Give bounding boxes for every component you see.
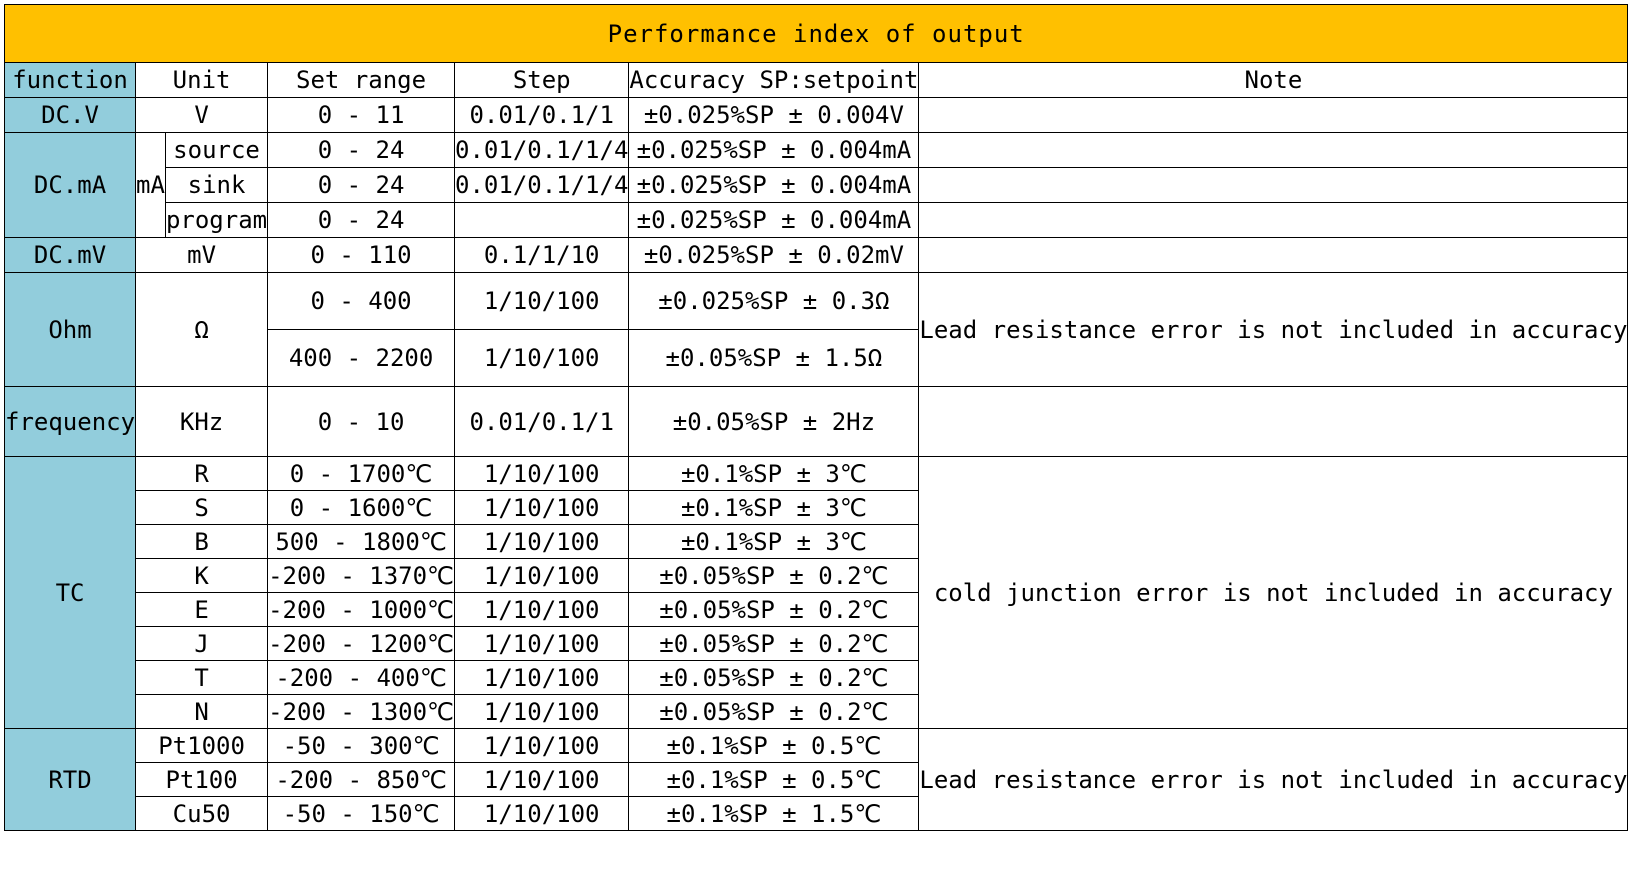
header-unit: Unit [136, 63, 268, 98]
unit-cell: N [136, 695, 268, 729]
unit-cell: Ω [136, 273, 268, 387]
header-accuracy: Accuracy SP:setpoint [629, 63, 919, 98]
accuracy-cell: ±0.1%SP ± 1.5℃ [629, 797, 919, 831]
accuracy-cell: ±0.05%SP ± 0.2℃ [629, 627, 919, 661]
unit-cell: S [136, 491, 268, 525]
unit-cell: E [136, 593, 268, 627]
accuracy-cell: ±0.1%SP ± 0.5℃ [629, 729, 919, 763]
unit-cell: J [136, 627, 268, 661]
step-cell: 1/10/100 [455, 491, 629, 525]
accuracy-cell: ±0.05%SP ± 2Hz [629, 387, 919, 457]
step-cell: 1/10/100 [455, 330, 629, 387]
unit-cell: V [136, 98, 268, 133]
accuracy-cell: ±0.025%SP ± 0.004V [629, 98, 919, 133]
note-cell [919, 238, 1628, 273]
unit-cell: Pt100 [136, 763, 268, 797]
table-row [5, 387, 1628, 457]
accuracy-cell: ±0.025%SP ± 0.3Ω [629, 273, 919, 330]
accuracy-cell: ±0.025%SP ± 0.004mA [629, 133, 919, 168]
note-cell [919, 168, 1628, 203]
step-cell: 1/10/100 [455, 457, 629, 491]
unit-cell: T [136, 661, 268, 695]
function-rtd: RTD [5, 729, 136, 831]
range-cell: 0 - 110 [268, 238, 455, 273]
range-cell: 0 - 24 [268, 203, 455, 238]
unit-cell: KHz [136, 387, 268, 457]
step-cell: 1/10/100 [455, 627, 629, 661]
note-cell [919, 133, 1628, 168]
step-cell: 1/10/100 [455, 593, 629, 627]
table-row [5, 238, 1628, 273]
note-cell [919, 387, 1628, 457]
step-cell [455, 203, 629, 238]
table-row [5, 457, 1628, 491]
step-cell: 1/10/100 [455, 559, 629, 593]
accuracy-cell: ±0.05%SP ± 0.2℃ [629, 559, 919, 593]
range-cell: -200 - 1300℃ [268, 695, 455, 729]
unit-cell: Cu50 [136, 797, 268, 831]
accuracy-cell: ±0.05%SP ± 1.5Ω [629, 330, 919, 387]
range-cell: 0 - 24 [268, 133, 455, 168]
accuracy-cell: ±0.05%SP ± 0.2℃ [629, 593, 919, 627]
step-cell: 1/10/100 [455, 729, 629, 763]
header-step: Step [455, 63, 629, 98]
unit-cell: K [136, 559, 268, 593]
note-cell [919, 98, 1628, 133]
range-cell: 0 - 400 [268, 273, 455, 330]
range-cell: 0 - 1700℃ [268, 457, 455, 491]
table-title: Performance index of output [5, 5, 1628, 63]
function-ohm: Ohm [5, 273, 136, 387]
accuracy-cell: ±0.05%SP ± 0.2℃ [629, 695, 919, 729]
table-row [5, 273, 1628, 330]
function-dcv: DC.V [5, 98, 136, 133]
function-dcmv: DC.mV [5, 238, 136, 273]
range-cell: 0 - 11 [268, 98, 455, 133]
unit-cell: mV [136, 238, 268, 273]
accuracy-cell: ±0.025%SP ± 0.004mA [629, 168, 919, 203]
range-cell: -50 - 300℃ [268, 729, 455, 763]
performance-table [4, 4, 1628, 831]
function-frequency: frequency [5, 387, 136, 457]
range-cell: -200 - 850℃ [268, 763, 455, 797]
range-cell: 400 - 2200 [268, 330, 455, 387]
accuracy-cell: ±0.1%SP ± 3℃ [629, 525, 919, 559]
table-row [5, 133, 1628, 168]
function-tc: TC [5, 457, 136, 729]
header-row [5, 63, 1628, 98]
mode-cell: source [165, 133, 267, 168]
accuracy-cell: ±0.1%SP ± 0.5℃ [629, 763, 919, 797]
note-cell: cold junction error is not included in accuracy [919, 457, 1628, 729]
note-cell [919, 203, 1628, 238]
unit-cell: R [136, 457, 268, 491]
range-cell: -200 - 1370℃ [268, 559, 455, 593]
function-dcma: DC.mA [5, 133, 136, 238]
step-cell: 0.01/0.1/1/4 [455, 133, 629, 168]
table-row [5, 203, 1628, 238]
step-cell: 1/10/100 [455, 661, 629, 695]
accuracy-cell: ±0.025%SP ± 0.004mA [629, 203, 919, 238]
table-row [5, 98, 1628, 133]
range-cell: 0 - 1600℃ [268, 491, 455, 525]
unit-cell: B [136, 525, 268, 559]
step-cell: 1/10/100 [455, 695, 629, 729]
step-cell: 0.1/1/10 [455, 238, 629, 273]
accuracy-cell: ±0.05%SP ± 0.2℃ [629, 661, 919, 695]
step-cell: 1/10/100 [455, 797, 629, 831]
unit-cell: mA [136, 133, 166, 238]
note-cell: Lead resistance error is not included in accuracy [919, 729, 1628, 831]
range-cell: 0 - 24 [268, 168, 455, 203]
accuracy-cell: ±0.025%SP ± 0.02mV [629, 238, 919, 273]
accuracy-cell: ±0.1%SP ± 3℃ [629, 457, 919, 491]
range-cell: -50 - 150℃ [268, 797, 455, 831]
table-row [5, 729, 1628, 763]
accuracy-cell: ±0.1%SP ± 3℃ [629, 491, 919, 525]
range-cell: -200 - 1200℃ [268, 627, 455, 661]
range-cell: -200 - 400℃ [268, 661, 455, 695]
mode-cell: sink [165, 168, 267, 203]
mode-cell: program [165, 203, 267, 238]
range-cell: 0 - 10 [268, 387, 455, 457]
step-cell: 0.01/0.1/1 [455, 387, 629, 457]
note-cell: Lead resistance error is not included in accuracy [919, 273, 1628, 387]
range-cell: 500 - 1800℃ [268, 525, 455, 559]
header-note: Note [919, 63, 1628, 98]
header-set-range: Set range [268, 63, 455, 98]
range-cell: -200 - 1000℃ [268, 593, 455, 627]
step-cell: 1/10/100 [455, 763, 629, 797]
unit-cell: Pt1000 [136, 729, 268, 763]
header-function: function [5, 63, 136, 98]
table-row [5, 168, 1628, 203]
step-cell: 1/10/100 [455, 525, 629, 559]
step-cell: 0.01/0.1/1 [455, 98, 629, 133]
step-cell: 1/10/100 [455, 273, 629, 330]
step-cell: 0.01/0.1/1/4 [455, 168, 629, 203]
